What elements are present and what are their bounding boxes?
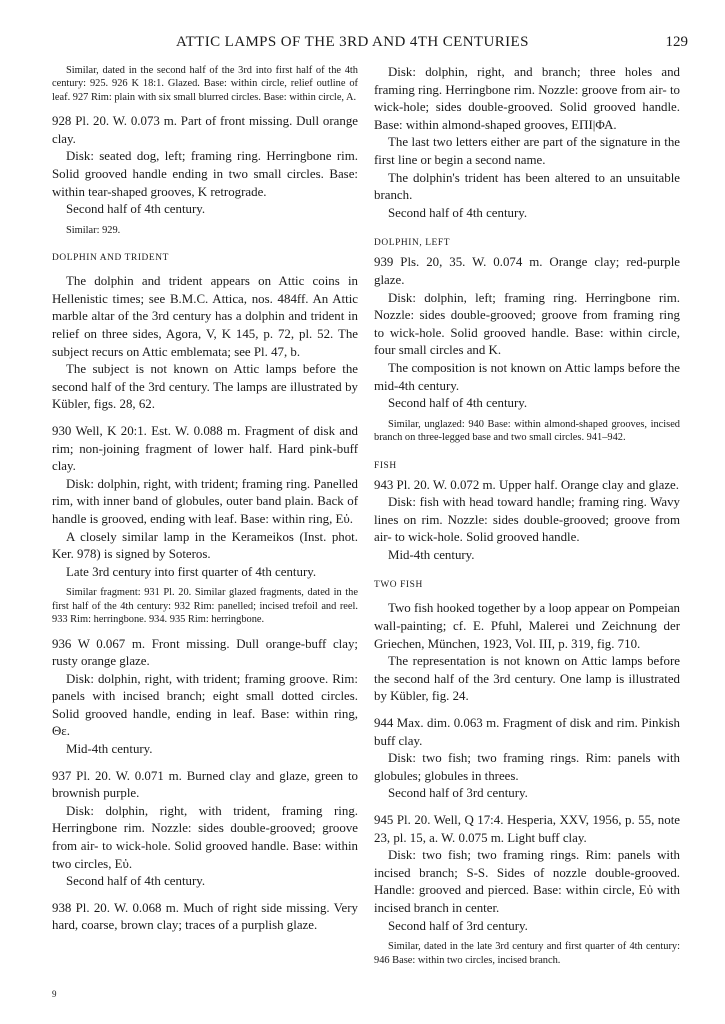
section-heading: TWO FISH bbox=[374, 580, 423, 591]
entry-comment: The last two letters either are part of the signature in the first line or begin a second name. bbox=[374, 135, 680, 167]
section-intro: The subject is not known on Attic lamps before the second half of the 3rd century. The lamps are illustrated by Kübler, figs. 28, 62. bbox=[52, 362, 358, 412]
section-intro: The dolphin and trident appears on Attic coins in Hellenistic times; see B.M.C. Attica, nos. 484ff. An Attic marble altar of the 3rd century has a dolphin and trident in relief on three sides, Agora, V, K 145, p. 72, pl. 52. The subject recurs on Attic emblemata; see Pl. 47, b. bbox=[52, 274, 358, 359]
catalog-note: Similar, dated in the second half of the 3rd into first half of the 4th century: 925. 926 K 18:1. Glazed. Base: within circle, relief outline of leaf. 927 Rim: plain with six small blurred circles. Base: within circle, A. bbox=[52, 65, 358, 103]
catalog-entry-936: 936 W 0.067 m. Front missing. Dull orange-buff clay; rusty orange glaze. bbox=[52, 636, 358, 669]
catalog-entry-938: 938 Pl. 20. W. 0.068 m. Much of right side missing. Very hard, coarse, brown clay; traces of a purplish glaze. bbox=[52, 900, 358, 933]
entry-description: Disk: dolphin, right, with trident; framing groove. Rim: panels with incised branch; eight small dotted circles. Solid grooved handle, ending in leaf. Base: within ring, Θε. bbox=[52, 671, 358, 739]
entry-description: Disk: two fish; two framing rings. Rim: panels with globules; globules in threes. bbox=[374, 751, 680, 783]
entry-date: Second half of 4th century. bbox=[66, 202, 206, 217]
entry-date: Second half of 4th century. bbox=[388, 205, 528, 220]
catalog-entry-945: 945 Pl. 20. Well, Q 17:4. Hesperia, XXV, 1956, p. 55, note 23, pl. 15, a. W. 0.075 m. Light buff clay. bbox=[374, 813, 680, 845]
section-heading: FISH bbox=[374, 460, 397, 471]
signature-mark: 9 bbox=[52, 989, 57, 999]
entry-date: Second half of 3rd century. bbox=[388, 918, 528, 933]
entry-comment: A closely similar lamp in the Kerameikos (Inst. phot. Ker. 978) is signed by Soteros. bbox=[52, 529, 358, 562]
section-heading: DOLPHIN, LEFT bbox=[374, 238, 451, 249]
page-number: 129 bbox=[665, 34, 688, 50]
section-intro: The representation is not known on Attic lamps before the second half of the 3rd century. One lamp is illustrated by Kübler, fig. 24. bbox=[374, 654, 680, 704]
entry-date: Second half of 4th century. bbox=[388, 396, 528, 411]
entry-date: Second half of 4th century. bbox=[66, 874, 206, 889]
catalog-note: Similar, dated in the late 3rd century and first quarter of 4th century: 946 Base: within two circles, incised branch. bbox=[374, 941, 680, 966]
running-head: ATTIC LAMPS OF THE 3RD AND 4TH CENTURIES bbox=[176, 34, 529, 50]
right-column bbox=[374, 64, 680, 967]
catalog-entry-930: 930 Well, K 20:1. Est. W. 0.088 m. Fragment of disk and rim; non-joining fragment of lower half. Hard pink-buff clay. bbox=[52, 423, 358, 474]
section-intro: Two fish hooked together by a loop appear on Pompeian wall-painting; cf. E. Pfuhl, Malerei und Zeichnung der Griechen, München, 1923, Vol. III, p. 319, fig. 710. bbox=[374, 601, 680, 651]
catalog-entry-943: 943 Pl. 20. W. 0.072 m. Upper half. Orange clay and glaze. bbox=[374, 477, 680, 492]
entry-description: Disk: fish with head toward handle; framing ring. Wavy lines on rim. Nozzle: sides double-grooved; groove from air- to wick-hole. Solid grooved handle. bbox=[374, 495, 680, 545]
catalog-entry-928: 928 Pl. 20. W. 0.073 m. Part of front missing. Dull orange clay. bbox=[52, 114, 358, 146]
entry-date: Mid-4th century. bbox=[388, 547, 475, 562]
catalog-note: Similar: 929. bbox=[66, 224, 121, 236]
entry-comment: The composition is not known on Attic lamps before the mid-4th century. bbox=[374, 360, 680, 393]
entry-description: Disk: seated dog, left; framing ring. Herringbone rim. Solid grooved handle ending in two small circles. Base: within tear-shaped grooves, K retrograde. bbox=[52, 149, 358, 199]
section-heading: DOLPHIN AND TRIDENT bbox=[52, 253, 169, 264]
entry-description: Disk: dolphin, left; framing ring. Herringbone rim. Nozzle: sides double-grooved; groove from framing ring to wick-hole. Solid grooved handle. Base: within circle, four small circles and K. bbox=[374, 290, 680, 358]
catalog-note: Similar, unglazed: 940 Base: within almond-shaped grooves, incised branch on three-legged base and two small circles. 941–942. bbox=[374, 418, 680, 444]
entry-comment: The dolphin's trident has been altered to an unsuitable branch. bbox=[374, 170, 680, 203]
entry-date: Late 3rd century into first quarter of 4th century. bbox=[66, 564, 317, 579]
page-header bbox=[52, 34, 688, 56]
entry-description: Disk: dolphin, right, with trident; framing ring. Panelled rim, with inner band of globules, outer band plain. Back of handle is grooved, ending with leaf. Base: within ring, Εὐ. bbox=[52, 476, 358, 526]
catalog-entry-939: 939 Pls. 20, 35. W. 0.074 m. Orange clay; red-purple glaze. bbox=[374, 255, 680, 287]
left-column bbox=[52, 64, 358, 935]
catalog-note: Similar fragment: 931 Pl. 20. Similar glazed fragments, dated in the first half of the 4th century: 932 Rim: panelled; incised trefoil and reel. 933 Rim: herringbone. 934. 935 Rim: herringbone. bbox=[52, 587, 358, 626]
catalog-entry-937: 937 Pl. 20. W. 0.071 m. Burned clay and glaze, green to brownish purple. bbox=[52, 768, 358, 801]
entry-description: Disk: dolphin, right, and branch; three holes and framing ring. Herringbone rim. Nozzle: groove from air- to wick-hole; sides double-grooved. Solid grooved handle. Base: within almond-shaped grooves, ΕΠΙ|ΦΑ. bbox=[374, 65, 680, 132]
entry-description: Disk: two fish; two framing rings. Rim: panels with incised branch; S-S. Sides of nozzle double-grooved. Handle: grooved and pierced. Base: within circle, Εὐ with incised branch in center. bbox=[374, 848, 680, 915]
entry-date: Second half of 3rd century. bbox=[388, 786, 528, 801]
entry-date: Mid-4th century. bbox=[66, 742, 153, 757]
entry-description: Disk: dolphin, right, with trident, framing ring. Herringbone rim. Nozzle: sides double-grooved; groove from air- to wick-hole. Solid grooved handle. Base: within two circles, Εὐ. bbox=[52, 803, 358, 871]
catalog-entry-944: 944 Max. dim. 0.063 m. Fragment of disk and rim. Pinkish buff clay. bbox=[374, 716, 680, 748]
